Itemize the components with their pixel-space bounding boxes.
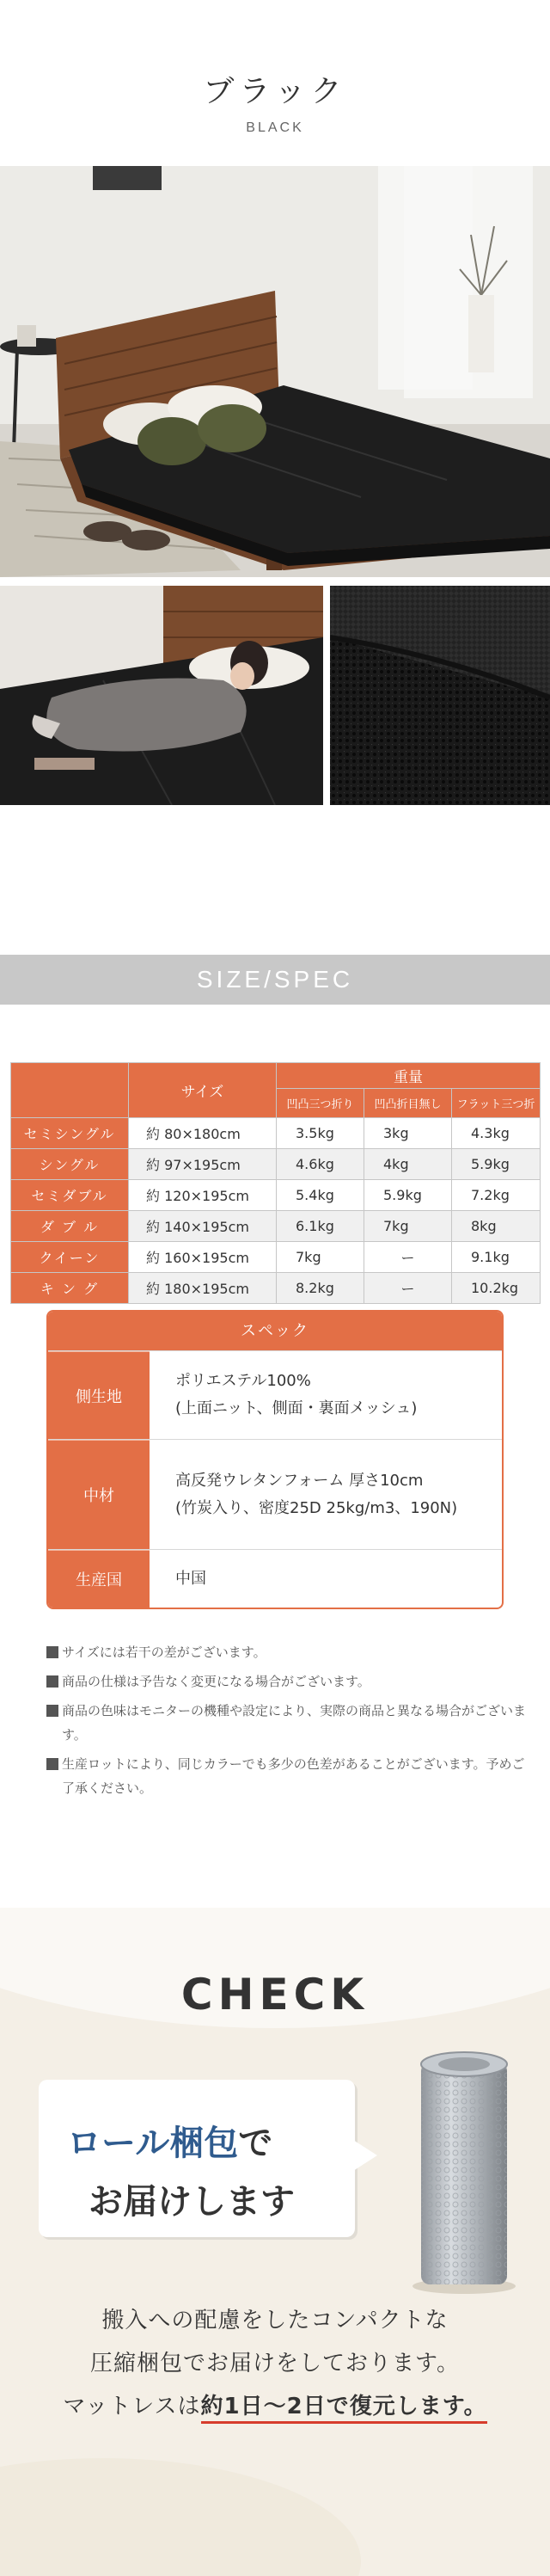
table-row (11, 1180, 541, 1211)
row-weight: ー (364, 1242, 452, 1273)
row-weight: 4.3kg (452, 1118, 541, 1149)
note-text: サイズには若干の差がございます。 (62, 1645, 266, 1660)
notes-list (46, 1640, 528, 1805)
row-weight: 4kg (364, 1149, 452, 1180)
bedroom-photo (0, 166, 550, 577)
list-item (46, 1699, 528, 1747)
note-text: 商品の仕様は予告なく変更になる場合がございます。 (62, 1674, 370, 1689)
spec-title: スペック (48, 1312, 502, 1350)
spec-key: 生産国 (48, 1550, 150, 1608)
row-size: 約 140×195cm (129, 1211, 277, 1242)
table-row (11, 1211, 541, 1242)
desc-line (0, 2385, 550, 2428)
check-section (0, 1908, 550, 2576)
table-row (11, 1118, 541, 1149)
table-row (11, 1242, 541, 1273)
row-model: ダ ブ ル (11, 1211, 129, 1242)
row-size: 約 80×180cm (129, 1118, 277, 1149)
bubble-line-1 (67, 2116, 272, 2165)
row-weight: 7.2kg (452, 1180, 541, 1211)
row-weight: 3.5kg (277, 1118, 364, 1149)
row-weight: 10.2kg (452, 1273, 541, 1304)
spec-box (46, 1310, 504, 1609)
color-name-en: BLACK (246, 120, 304, 135)
desc-line: 搬入への配慮をしたコンパクトな (101, 2308, 449, 2333)
spec-key: 側生地 (48, 1351, 150, 1439)
note-text: 商品の色味はモニターの機種や設定により、実際の商品と異なる場合がございます。 (62, 1703, 527, 1743)
table-row (11, 1149, 541, 1180)
row-model: キ ン グ (11, 1273, 129, 1304)
row-weight: 5.4kg (277, 1180, 364, 1211)
table-header-weight-type: フラット三つ折 (452, 1089, 541, 1118)
spec-value-line: (竹炭入り、密度25D 25kg/m3、190N) (175, 1498, 458, 1517)
bullet-square-icon (46, 1675, 58, 1688)
table-header-weight-type: 凹凸三つ折り (277, 1089, 364, 1118)
size-spec-heading: SIZE/SPEC (196, 966, 354, 993)
list-item (46, 1752, 528, 1800)
spec-value-line: 高反発ウレタンフォーム 厚さ10cm (175, 1471, 424, 1490)
row-weight: 5.9kg (364, 1180, 452, 1211)
spec-value-line: ポリエステル100% (175, 1372, 311, 1390)
row-model: セミダブル (11, 1180, 129, 1211)
spec-value (150, 1351, 502, 1439)
desc-prefix: マットレスは (63, 2394, 201, 2419)
table-corner-cell (11, 1063, 129, 1118)
row-weight: 7kg (364, 1211, 452, 1242)
table-header-size: サイズ (129, 1063, 277, 1118)
speech-bubble (39, 2080, 355, 2237)
spec-row-fabric (48, 1350, 502, 1439)
spec-row-filling (48, 1439, 502, 1549)
note-text: 生産ロットにより、同じカラーでも多少の色差があることがございます。予めご了承ください。 (62, 1756, 525, 1796)
color-name-jp: ブラック (203, 74, 347, 109)
row-size: 約 120×195cm (129, 1180, 277, 1211)
check-description (0, 2299, 550, 2428)
row-weight: 4.6kg (277, 1149, 364, 1180)
row-weight: 5.9kg (452, 1149, 541, 1180)
spec-key: 中材 (48, 1440, 150, 1549)
bubble-tail (353, 2140, 377, 2171)
row-weight: 9.1kg (452, 1242, 541, 1273)
table-header-weight: 重量 (277, 1063, 541, 1089)
row-weight: 7kg (277, 1242, 364, 1273)
desc-emphasis: 約1日〜2日で復元します。 (201, 2394, 487, 2424)
table-header-weight-type: 凹凸折目無し (364, 1089, 452, 1118)
bullet-square-icon (46, 1705, 58, 1717)
mesh-fabric-photo (330, 586, 550, 805)
row-model: シングル (11, 1149, 129, 1180)
size-weight-table (10, 1062, 541, 1304)
row-weight: 8kg (452, 1211, 541, 1242)
row-weight: 3kg (364, 1118, 452, 1149)
size-spec-banner (0, 955, 550, 1005)
row-model: クイーン (11, 1242, 129, 1273)
check-title: CHECK (180, 1970, 370, 2020)
bubble-line-2: お届けします (89, 2182, 295, 2222)
list-item (46, 1640, 528, 1664)
row-size: 約 180×195cm (129, 1273, 277, 1304)
rolled-mattress-image (400, 2045, 529, 2295)
row-model: セミシングル (11, 1118, 129, 1149)
list-item (46, 1669, 528, 1694)
sleeping-person-photo (0, 586, 323, 805)
desc-line: 圧縮梱包でお届けをしております。 (90, 2351, 460, 2376)
row-weight: 6.1kg (277, 1211, 364, 1242)
row-size: 約 97×195cm (129, 1149, 277, 1180)
spec-value (150, 1550, 502, 1608)
spec-value-line: (上面ニット、側面・裏面メッシュ) (175, 1399, 418, 1417)
bubble-highlight: ロール梱包 (67, 2124, 239, 2163)
row-weight: ー (364, 1273, 452, 1304)
spec-value (150, 1440, 502, 1549)
row-size: 約 160×195cm (129, 1242, 277, 1273)
table-row (11, 1273, 541, 1304)
color-header (0, 0, 550, 163)
spec-value-line: 中国 (175, 1569, 206, 1588)
bullet-square-icon (46, 1646, 58, 1658)
bullet-square-icon (46, 1758, 58, 1770)
bubble-particle: で (238, 2124, 273, 2163)
row-weight: 8.2kg (277, 1273, 364, 1304)
spec-row-origin (48, 1549, 502, 1608)
